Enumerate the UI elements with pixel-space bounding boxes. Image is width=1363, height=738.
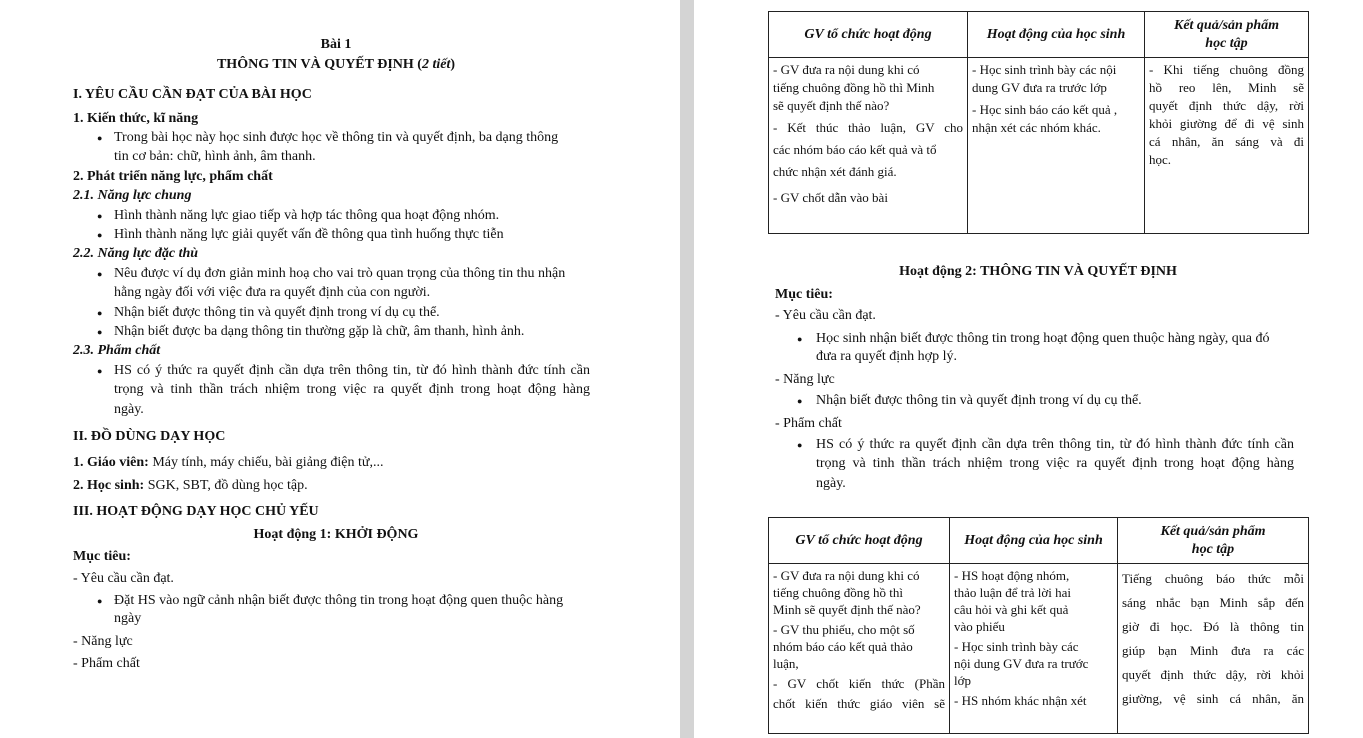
subheading-general-competency: 2.1. Năng lực chung xyxy=(73,188,192,203)
lesson-title-duration: 2 tiết xyxy=(421,57,451,72)
header-result-line-2: học tập xyxy=(1205,35,1248,51)
cell-line: Tiếng chuông báo thức mỗi xyxy=(1122,571,1304,586)
document-page-left xyxy=(0,0,680,738)
document-page-right xyxy=(694,0,1363,738)
cell-line: nhóm báo cáo kết quả thảo xyxy=(773,639,913,654)
header-result-line-1: Kết quả/sản phẩm xyxy=(1160,523,1266,539)
cell-line: - GV thu phiếu, cho một số xyxy=(773,622,915,637)
section-heading-1: I. YÊU CẦU CẦN ĐẠT CỦA BÀI HỌC xyxy=(73,87,312,102)
bullet-icon: ● xyxy=(97,133,103,143)
cell-line: - HS hoạt động nhóm, xyxy=(954,568,1070,583)
requirement-bullet-2: Học sinh nhận biết được thông tin trong hoạt động quen thuộc hàng ngày, qua đó xyxy=(816,331,1270,346)
cell-line: - GV đưa ra nội dung khi có xyxy=(773,62,920,77)
cell-line: - Kết thúc thảo luận, GV cho xyxy=(773,120,963,135)
teacher-materials xyxy=(73,454,384,472)
cell-line: - GV chốt dẫn vào bài xyxy=(773,190,888,205)
quality-1: HS có ý thức ra quyết định cần dựa trên thông tin, từ đó hình thành đức tính cần xyxy=(114,363,590,378)
activity-table-1 xyxy=(768,11,1309,234)
table-header-row xyxy=(769,12,1309,58)
student-materials-text: SGK, SBT, đồ dùng học tập. xyxy=(144,478,308,493)
table-row xyxy=(769,564,1309,734)
cell-line: nội dung GV đưa ra trước xyxy=(954,656,1089,671)
quality-label: - Phẩm chất xyxy=(73,656,140,671)
quality-bullet-2-end: ngày. xyxy=(816,476,846,491)
header-student: Hoạt động của học sinh xyxy=(968,12,1145,58)
table-cell-student xyxy=(950,564,1118,734)
bullet-icon: ● xyxy=(97,308,103,318)
bullet-icon: ● xyxy=(97,269,103,279)
student-materials xyxy=(73,477,308,495)
competency-label-2: - Năng lực xyxy=(775,372,835,387)
cell-line: hồ reo lên, Minh sẽ xyxy=(1149,80,1304,95)
cell-line: cá nhân, ăn sáng và đi xyxy=(1149,134,1304,149)
teacher-materials-text: Máy tính, máy chiếu, bài giảng điện tử,... xyxy=(148,455,384,470)
table-cell-result xyxy=(1118,564,1309,734)
activity-1-title: Hoạt động 1: KHỞI ĐỘNG xyxy=(253,527,419,542)
cell-line: quyết định thức dậy, rời khỏi xyxy=(1122,667,1304,682)
cell-line: giúp bạn Minh đưa ra các xyxy=(1122,643,1304,658)
table-cell-teacher xyxy=(769,58,968,234)
cell-line: dung GV đưa ra trước lớp xyxy=(972,80,1107,95)
objectives-label: Mục tiêu: xyxy=(73,549,131,564)
requirement-label: - Yêu cầu cần đạt. xyxy=(73,571,174,586)
cell-line: - Học sinh trình bày các xyxy=(954,639,1079,654)
bullet-icon: ● xyxy=(797,440,803,450)
header-student: Hoạt động của học sinh xyxy=(950,518,1118,564)
quality-bullet-2: HS có ý thức ra quyết định cần dựa trên thông tin, từ đó hình thành đức tính cần xyxy=(816,437,1294,452)
requirement-bullet-cont: ngày xyxy=(114,611,142,626)
general-competency-2: Hình thành năng lực giải quyết vấn đề thông qua tình huống thực tiễn xyxy=(114,227,504,242)
table-cell-student xyxy=(968,58,1145,234)
page-gap xyxy=(680,0,694,738)
objectives-label-2: Mục tiêu: xyxy=(775,287,833,302)
lesson-title-end: ) xyxy=(450,57,456,72)
header-result-line-1: Kết quả/sản phẩm xyxy=(1173,17,1280,33)
cell-line: vào phiếu xyxy=(954,619,1005,634)
cell-line: lớp xyxy=(954,673,971,688)
table-header-row xyxy=(769,518,1309,564)
cell-line: - HS nhóm khác nhận xét xyxy=(954,693,1087,708)
cell-line: Minh sẽ quyết định thế nào? xyxy=(773,602,921,617)
cell-line: - Học sinh trình bày các nội xyxy=(972,62,1117,77)
quality-1-cont: trọng và tinh thần trách nhiệm trong việc ra quyết định trong hoạt động hàng xyxy=(114,382,590,397)
cell-line: - Học sinh báo cáo kết quả , xyxy=(972,102,1118,117)
subheading-competency: 2. Phát triển năng lực, phẩm chất xyxy=(73,169,273,184)
bullet-icon: ● xyxy=(97,211,103,221)
activity-2-title: Hoạt động 2: THÔNG TIN VÀ QUYẾT ĐỊNH xyxy=(899,264,1177,279)
quality-label-2: - Phẩm chất xyxy=(775,416,842,431)
cell-line: các nhóm báo cáo kết quả và tổ xyxy=(773,142,937,157)
header-result xyxy=(1145,12,1309,58)
knowledge-bullet-1-cont: tin cơ bản: chữ, hình ảnh, âm thanh. xyxy=(114,149,316,164)
cell-line: - GV chốt kiến thức (Phần xyxy=(773,676,945,691)
cell-line: quyết định thức dậy, rời xyxy=(1149,98,1304,113)
competency-bullet-2: Nhận biết được thông tin và quyết định trong ví dụ cụ thể. xyxy=(816,393,1142,408)
lesson-number: Bài 1 xyxy=(320,37,352,52)
requirement-bullet: Đặt HS vào ngữ cảnh nhận biết được thông tin trong hoạt động quen thuộc hàng xyxy=(114,593,564,608)
specific-competency-3: Nhận biết được ba dạng thông tin thường gặp là chữ, âm thanh, hình ảnh. xyxy=(114,324,525,339)
section-heading-2: II. ĐỒ DÙNG DẠY HỌC xyxy=(73,429,226,444)
knowledge-bullet-1: Trong bài học này học sinh được học về thông tin và quyết định, ba dạng thông xyxy=(114,130,559,145)
cell-line: chức nhận xét đánh giá. xyxy=(773,164,897,179)
cell-line: tiếng chuông đồng hồ thì Minh xyxy=(773,80,935,95)
table-cell-teacher xyxy=(769,564,950,734)
subheading-quality: 2.3. Phẩm chất xyxy=(73,343,161,358)
cell-line: - GV đưa ra nội dung khi có xyxy=(773,568,920,583)
bullet-icon: ● xyxy=(97,596,103,606)
header-result-line-2: học tập xyxy=(1191,541,1235,557)
lesson-title xyxy=(0,56,672,74)
general-competency-1: Hình thành năng lực giao tiếp và hợp tác thông qua hoạt động nhóm. xyxy=(114,208,500,223)
quality-1-end: ngày. xyxy=(114,402,144,417)
header-teacher: GV tổ chức hoạt động xyxy=(769,12,968,58)
cell-line: nhận xét các nhóm khác. xyxy=(972,120,1101,135)
cell-line: sẽ quyết định thế nào? xyxy=(773,98,890,113)
cell-line: thảo luận để trả lời hai xyxy=(954,585,1071,600)
requirement-label-2: - Yêu cầu cần đạt. xyxy=(775,308,876,323)
cell-line: giường, vệ sinh cá nhân, ăn xyxy=(1122,691,1304,706)
cell-line: tiếng chuông đồng hồ thì xyxy=(773,585,903,600)
quality-bullet-2-cont: trọng và tinh thần trách nhiệm trong việc ra quyết định trong hoạt động hàng xyxy=(816,456,1294,471)
bullet-icon: ● xyxy=(797,334,803,344)
bullet-icon: ● xyxy=(97,230,103,240)
activity-table-2 xyxy=(768,517,1309,734)
cell-line: chốt kiến thức giáo viên sẽ xyxy=(773,696,945,711)
bullet-icon: ● xyxy=(97,327,103,337)
cell-line: giờ đi học. Đó là thông tin xyxy=(1122,619,1304,634)
specific-competency-2: Nhận biết được thông tin và quyết định trong ví dụ cụ thể. xyxy=(114,305,440,320)
cell-line: luận, xyxy=(773,656,799,671)
student-materials-label: 2. Học sinh: xyxy=(73,478,145,493)
specific-competency-1-cont: hằng ngày đối với việc đưa ra quyết định của con người. xyxy=(114,285,431,300)
cell-line: câu hỏi và ghi kết quả xyxy=(954,602,1069,617)
cell-line: học. xyxy=(1149,152,1172,167)
subheading-specific-competency: 2.2. Năng lực đặc thù xyxy=(73,246,199,261)
competency-label: - Năng lực xyxy=(73,634,133,649)
subheading-knowledge: 1. Kiến thức, kĩ năng xyxy=(73,111,199,126)
section-heading-3: III. HOẠT ĐỘNG DẠY HỌC CHỦ YẾU xyxy=(73,504,319,519)
cell-line: sáng nhắc bạn Minh sắp đến xyxy=(1122,595,1304,610)
table-row xyxy=(769,58,1309,234)
teacher-materials-label: 1. Giáo viên: xyxy=(73,455,149,470)
cell-line: - Khi tiếng chuông đồng xyxy=(1149,62,1304,77)
requirement-bullet-2-cont: đưa ra quyết định hợp lý. xyxy=(816,349,957,364)
lesson-title-main: THÔNG TIN VÀ QUYẾT ĐỊNH ( xyxy=(216,57,422,72)
bullet-icon: ● xyxy=(797,396,803,406)
specific-competency-1: Nêu được ví dụ đơn giản minh hoạ cho vai trò quan trọng của thông tin thu nhận xyxy=(114,266,566,281)
table-cell-result xyxy=(1145,58,1309,234)
cell-line: khỏi giường để đi vệ sinh xyxy=(1149,116,1304,131)
bullet-icon: ● xyxy=(97,366,103,376)
header-teacher: GV tổ chức hoạt động xyxy=(769,518,950,564)
header-result xyxy=(1118,518,1309,564)
